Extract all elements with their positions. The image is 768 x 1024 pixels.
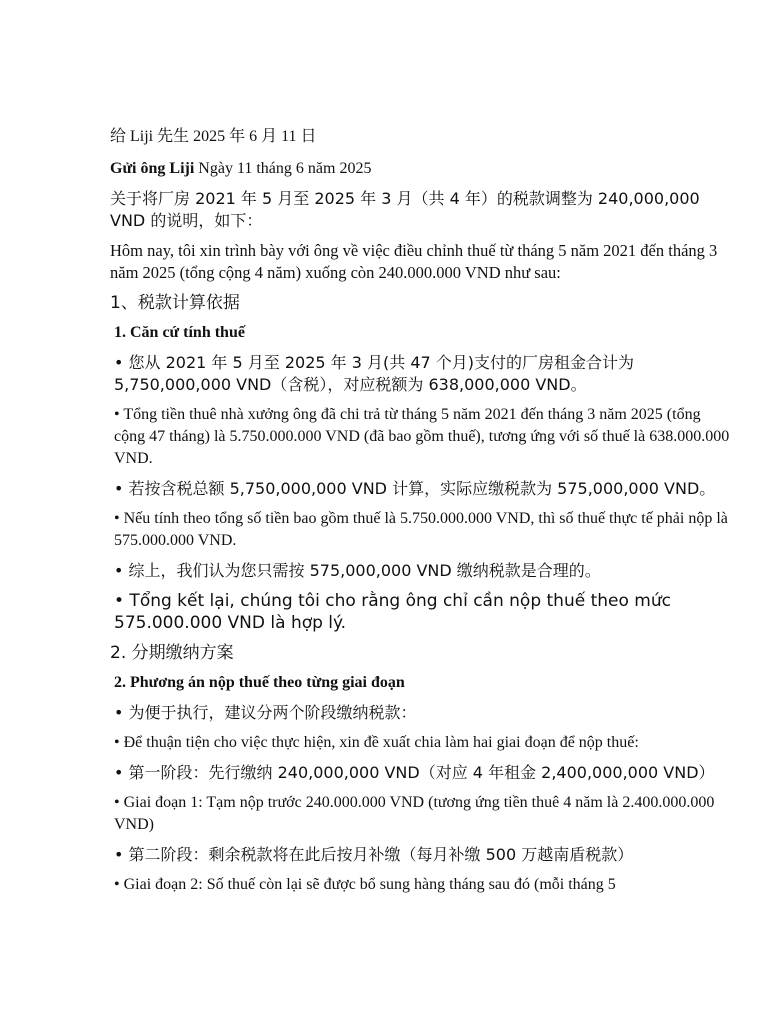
section-2-bullet-2-vietnamese: • Giai đoạn 1: Tạm nộp trước 240.000.000 VND (tương ứng tiền thuê 4 năm là 2.400.000.000 VND) — [114, 794, 715, 833]
section-1-title-chinese: 1、税款计算依据 — [110, 293, 240, 313]
section-1-bullet-1-chinese: • 您从 2021 年 5 月至 2025 年 3 月(共 47 个月)支付的厂房租金合计为 5,750,000,000 VND（含税），对应税额为 638,000,000 VND。 — [114, 353, 635, 394]
section-1-bullet-3-chinese: • 综上，我们认为您只需按 575,000,000 VND 缴纳税款是合理的。 — [114, 561, 601, 580]
section-2-bullet-3-vietnamese: • Giai đoạn 2: Số thuế còn lại sẽ được bổ sung hàng tháng sau đó (mỗi tháng 5 — [114, 876, 616, 893]
section-2-bullet-1-vietnamese: • Để thuận tiện cho việc thực hiện, xin đề xuất chia làm hai giai đoạn để nộp thuế: — [114, 734, 639, 751]
section-2-bullet-2-chinese: • 第一阶段：先行缴纳 240,000,000 VND（对应 4 年租金 2,400,000,000 VND） — [114, 763, 715, 782]
intro-vietnamese: Hôm nay, tôi xin trình bày với ông về việc điều chỉnh thuế từ tháng 5 năm 2021 đến tháng 3 năm 2025 (tổng cộng 4 năm) xuống còn 240.000.000 VND như sau: — [110, 241, 718, 282]
section-1-bullet-1-vietnamese: • Tổng tiền thuê nhà xưởng ông đã chi trả từ tháng 5 năm 2021 đến tháng 3 năm 2025 (tổng cộng 47 tháng) là 5.750.000.000 VND (đã bao gồm thuế), tương ứng với số thuế là 638.000.000 VND. — [114, 406, 730, 467]
intro-chinese: 关于将厂房 2021 年 5 月至 2025 年 3 月（共 4 年）的税款调整为 240,000,000 VND 的说明，如下： — [110, 189, 700, 230]
section-2-title-vietnamese: 2. Phương án nộp thuế theo từng giai đoạn — [114, 674, 405, 691]
heading-vietnamese-recipient: Gửi ông Liji — [110, 160, 195, 177]
section-1-bullet-2-chinese: • 若按含税总额 5,750,000,000 VND 计算，实际应缴税款为 575,000,000 VND。 — [114, 479, 716, 498]
section-2-title-chinese: 2. 分期缴纳方案 — [110, 643, 234, 663]
section-1-bullet-2-vietnamese: • Nếu tính theo tổng số tiền bao gồm thuế là 5.750.000.000 VND, thì số thuế thực tế phải nộp là 575.000.000 VND. — [114, 510, 728, 549]
section-2-bullet-1-chinese: • 为便于执行，建议分两个阶段缴纳税款： — [114, 703, 417, 722]
heading-chinese — [110, 126, 730, 148]
heading-vietnamese — [110, 158, 730, 180]
heading-chinese-text: 给 Liji 先生 2025 年 6 月 11 日 — [110, 128, 317, 145]
section-2-bullet-3-chinese: • 第二阶段：剩余税款将在此后按月补缴（每月补缴 500 万越南盾税款） — [114, 845, 634, 864]
section-1-bullet-3-vietnamese: • Tổng kết lại, chúng tôi cho rằng ông chỉ cần nộp thuế theo mức 575.000.000 VND là hợp lý. — [114, 591, 671, 633]
heading-vietnamese-date: Ngày 11 tháng 6 năm 2025 — [194, 160, 372, 177]
section-1-title-vietnamese: 1. Căn cứ tính thuế — [114, 324, 245, 341]
document-page — [110, 126, 730, 904]
